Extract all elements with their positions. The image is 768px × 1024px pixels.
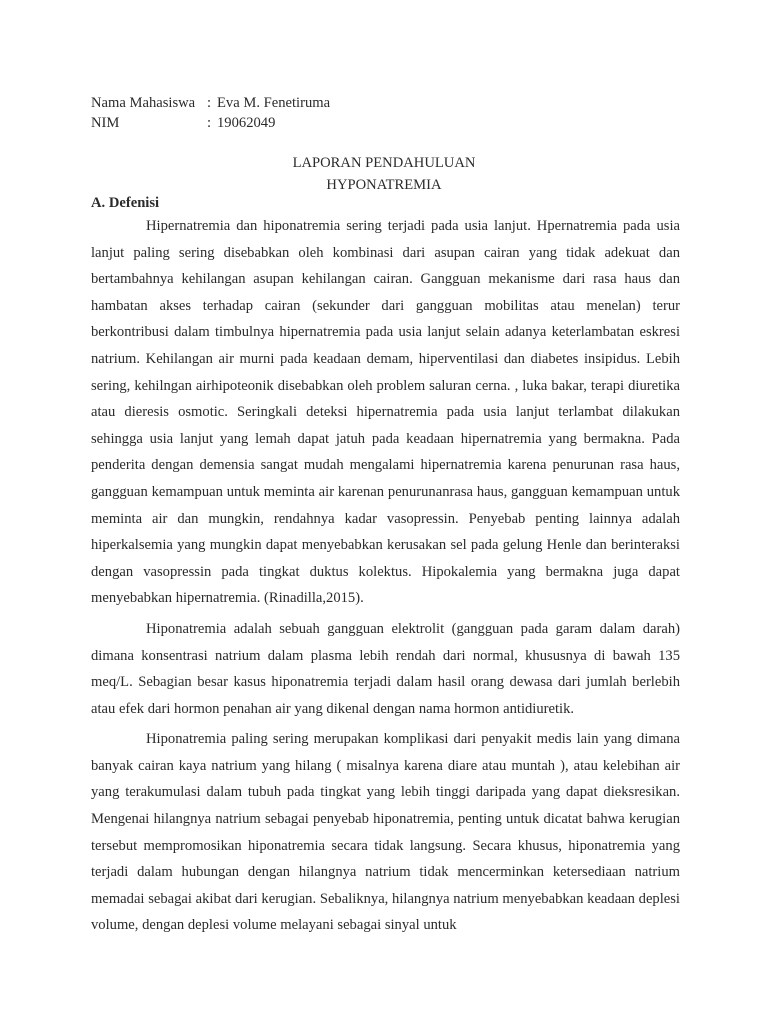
- body-text: [91, 213, 680, 943]
- paragraph: Hiponatremia paling sering merupakan komplikasi dari penyakit medis lain yang dimana banyak cairan kaya natrium yang hilang ( misalnya karena diare atau muntah ), atau kelebihan air yang terakumulasi dalam tubuh pada tingkat yang lebih tinggi daripada yang dapat dieksresikan. Mengenai hilangnya natrium sebagai penyebab hiponatremia, penting untuk dicatat bahwa kerugian tersebut mempromosikan hiponatremia secara tidak langsung. Secara khusus, hiponatremia yang terjadi dalam hubungan dengan hilangnya natrium tidak mencerminkan ketersediaan natrium memadai sebagai akibat dari kerugian. Sebaliknya, hilangnya natrium menyebabkan keadaan deplesi volume, dengan deplesi volume melayani sebagai sinyal untuk: [91, 731, 680, 934]
- title-line-2: HYPONATREMIA: [326, 177, 442, 193]
- student-name-row: [91, 93, 330, 113]
- student-name-separator: :: [207, 95, 212, 111]
- paragraph: Hiponatremia adalah sebuah gangguan elektrolit (gangguan pada garam dalam darah) dimana konsentrasi natrium dalam plasma lebih rendah dari normal, khususnya di bawah 135 meq/L. Sebagian besar kasus hiponatremia terjadi dalam hasil orang dewasa dari jumlah berlebih atau efek dari hormon penahan air yang dikenal dengan nama hormon antidiuretik.: [91, 620, 680, 717]
- student-info: [91, 93, 330, 133]
- student-id-label: NIM: [91, 115, 120, 131]
- student-id-row: [91, 113, 330, 133]
- student-id-separator: :: [207, 115, 212, 131]
- document-title: [0, 152, 768, 196]
- paragraph: Hipernatremia dan hiponatremia sering terjadi pada usia lanjut. Hpernatremia pada usia lanjut paling sering disebabkan oleh kombinasi dari asupan cairan yang tidak adekuat dan bertambahnya kehilangan asupan kehilangan cairan. Gangguan mekanisme dari rasa haus dan hambatan akses terhadap cairan (sekunder dari gangguan mobilitas atau menelan) terur berkontribusi dalam timbulnya hipernatremia pada usia lanjut selain adanya keterlambatan eskresi natrium. Kehilangan air murni pada keadaan demam, hiperventilasi dan diabetes insipidus. Lebih sering, kehilngan airhipoteonik disebabkan oleh problem saluran cerna. , luka bakar, terapi diuretika atau dieresis osmotic. Seringkali deteksi hipernatremia pada usia lanjut terlambat dilakukan sehingga usia lanjut yang lemah dapat jatuh pada keadaan hipernatremia yang bermakna. Pada penderita dengan demensia sangat mudah mengalami hipernatremia karena penurunan rasa haus, gangguan kemampuan untuk meminta air karenan penurunanrasa haus, gangguan kemampuan untuk meminta air dan mungkin, rendahnya kadar vasopressin. Penyebab penting lainnya adalah hiperkalsemia yang mungkin dapat menyebabkan kerusakan sel pada gelung Henle dan berinteraksi dengan vasopressin pada tingkat duktus kolektus. Hipokalemia yang bermakna juga dapat menyebabkan hipernatremia. (Rinadilla,2015).: [91, 218, 680, 607]
- student-name-value: Eva M. Fenetiruma: [217, 95, 331, 111]
- section-heading: A. Defenisi: [91, 195, 160, 211]
- title-line-1: LAPORAN PENDAHULUAN: [292, 155, 476, 171]
- student-id-value: 19062049: [217, 115, 276, 131]
- student-name-label: Nama Mahasiswa: [91, 95, 196, 111]
